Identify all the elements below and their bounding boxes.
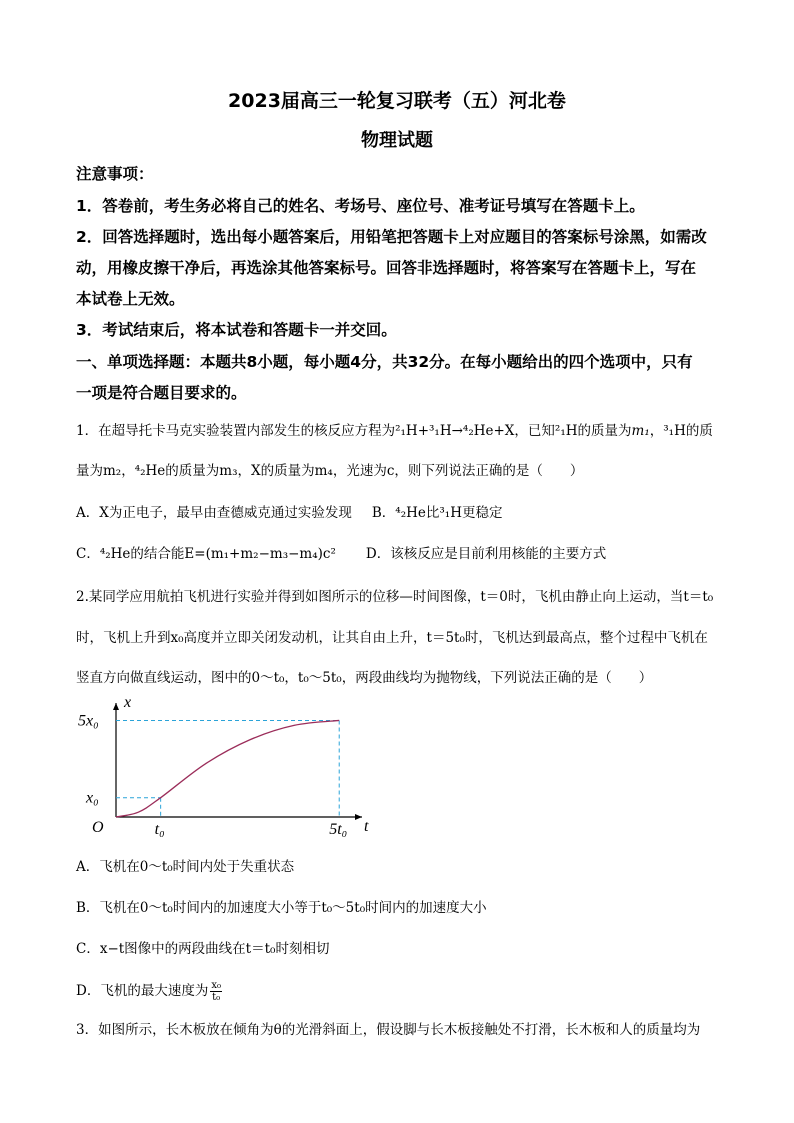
notice-item-1: 1．答卷前，考生务必将自己的姓名、考场号、座位号、准考证号填写在答题卡上。 bbox=[76, 197, 645, 215]
q2-option-b: B．飞机在0～t₀时间内的加速度大小等于t₀～5t₀时间内的加速度大小 bbox=[76, 900, 487, 916]
q1-option-b: B．⁴₂He比³₁H更稳定 bbox=[371, 505, 503, 521]
max-speed-fraction bbox=[210, 980, 222, 1003]
fraction-numerator: x₀ bbox=[211, 980, 221, 991]
x-t-curve bbox=[116, 720, 339, 817]
q2-option-d-text: D．飞机的最大速度为 bbox=[76, 983, 209, 999]
y-tick-label-x0: x₀ bbox=[86, 789, 99, 807]
y-axis-arrow bbox=[113, 703, 119, 710]
q2-stem-line3: 竖直方向做直线运动，图中的0～t₀，t₀～5t₀，两段曲线均为抛物线，下列说法正确的是（ ） bbox=[76, 670, 653, 686]
q1-options-row1 bbox=[76, 503, 736, 523]
q1-stem-line1 bbox=[76, 421, 736, 441]
q1-equation: ²₁H+³₁H→⁴₂He+X bbox=[395, 423, 515, 439]
q1-option-a: A．X为正电子，最早由查德威克通过实验发现 bbox=[76, 505, 352, 521]
notice-item-2-line2: 动，用橡皮擦干净后，再选涂其他答案标号。回答非选择题时，将答案写在答题卡上，写在 bbox=[76, 259, 697, 277]
displacement-time-chart bbox=[76, 694, 369, 840]
q1-stem-line2: 量为m₂，⁴₂He的质量为m₃，X的质量为m₄，光速为c，则下列说法正确的是（ ） bbox=[76, 463, 584, 479]
notice-item-2-line3: 本试卷上无效。 bbox=[76, 290, 185, 308]
section-heading-line1: 一、单项选择题：本题共8小题，每小题4分，共32分。在每小题给出的四个选项中，只有 bbox=[76, 353, 693, 371]
notice-item-2-line1: 2．回答选择题时，选出每小题答案后，用铅笔把答题卡上对应题目的答案标号涂黑，如需改 bbox=[76, 228, 707, 246]
x-tick-label-5t0: 5t₀ bbox=[329, 821, 348, 838]
q1-stem-c: ，³₁H的质 bbox=[649, 423, 713, 439]
y-axis-label: x bbox=[124, 694, 132, 711]
q2-option-a: A．飞机在0～t₀时间内处于失重状态 bbox=[76, 859, 295, 875]
q1-stem-b: ，已知²₁H的质量为 bbox=[514, 423, 632, 439]
origin-label: O bbox=[92, 819, 104, 836]
q1-m1: m₁ bbox=[631, 423, 650, 439]
q2-option-c: C．x−t图像中的两段曲线在t＝t₀时刻相切 bbox=[76, 941, 330, 957]
q1-option-d: D．该核反应是目前利用核能的主要方式 bbox=[365, 546, 607, 562]
fraction-denominator: t₀ bbox=[212, 992, 221, 1003]
q1-option-c: C．⁴₂He的结合能E=(m₁+m₂−m₃−m₄)c² bbox=[76, 546, 336, 562]
q1-options-row2 bbox=[76, 544, 736, 564]
exam-title: 2023届高三一轮复习联考（五）河北卷 bbox=[228, 90, 566, 112]
q3-stem-line1: 3．如图所示，长木板放在倾角为θ的光滑斜面上，假设脚与长木板接触处不打滑，长木板和人的质量均为 bbox=[76, 1022, 701, 1038]
notice-heading: 注意事项： bbox=[76, 165, 154, 183]
notice-item-3: 3．考试结束后，将本试卷和答题卡一并交回。 bbox=[76, 321, 397, 339]
x-tick-label-t0: t₀ bbox=[154, 821, 165, 838]
q2-option-d bbox=[76, 980, 736, 1003]
section-heading-line2: 一项是符合题目要求的。 bbox=[76, 384, 247, 402]
x-axis-arrow bbox=[355, 814, 362, 820]
q2-stem-line2: 时，飞机上升到x₀高度并立即关闭发动机，让其自由上升，t＝5t₀时，飞机达到最高点，整个过程中飞机在 bbox=[76, 630, 708, 646]
y-tick-label-5x0: 5x₀ bbox=[78, 712, 99, 730]
exam-subtitle: 物理试题 bbox=[361, 130, 433, 151]
q2-stem-line1: 2.某同学应用航拍飞机进行实验并得到如图所示的位移—时间图像，t＝0时，飞机由静止向上运动，当t＝t₀ bbox=[76, 589, 714, 605]
x-axis-label: t bbox=[364, 818, 369, 835]
q1-stem-a: 1．在超导托卡马克实验装置内部发生的核反应方程为 bbox=[76, 423, 396, 439]
